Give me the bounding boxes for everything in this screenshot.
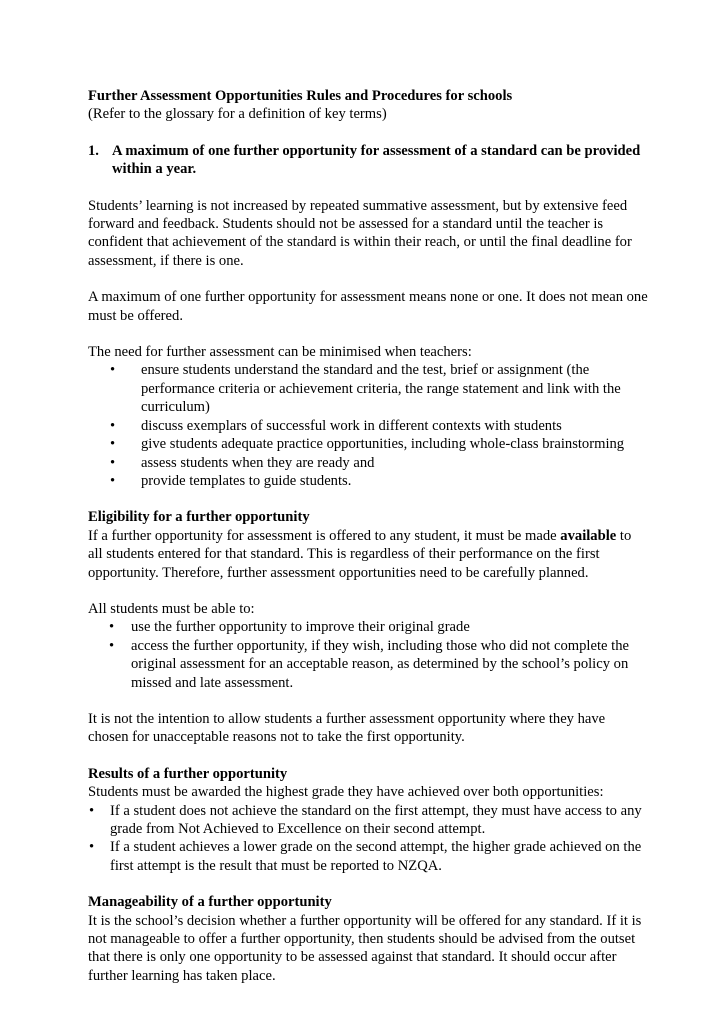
list-item: • discuss exemplars of successful work in different contexts with students <box>110 417 562 434</box>
bullet-icon: • <box>110 454 116 471</box>
rule-1-text: A maximum of one further opportunity for assessment of a standard can be provided within a year. <box>112 142 641 178</box>
minimise-intro: The need for further assessment can be minimised when teachers: <box>88 344 472 361</box>
bullet-icon: • <box>110 417 116 434</box>
document-subtitle: (Refer to the glossary for a definition of key terms) <box>88 106 387 123</box>
bullet-icon: • <box>110 362 116 379</box>
all-students-list <box>88 618 648 692</box>
bullet-icon: • <box>89 839 95 856</box>
rule-1 <box>88 142 648 179</box>
list-item: • ensure students understand the standard and the test, brief or assignment (the performance criteria or achievement criteria, the range statement and link with the curriculum) <box>110 362 621 416</box>
bullet-icon: • <box>109 619 115 636</box>
eligibility-heading: Eligibility for a further opportunity <box>88 509 310 526</box>
maximum-paragraph: A maximum of one further opportunity for assessment means none or one. It does not mean one must be offered. <box>88 289 648 324</box>
results-list <box>88 802 648 876</box>
bullet-icon: • <box>109 637 115 654</box>
document-page <box>88 87 648 985</box>
eligibility-paragraph: If a further opportunity for assessment is offered to any student, it must be made available to all students entered for that standard. This is regardless of their performance on the first opportunity. Therefore, further assessment opportunities need to be carefully planned. <box>88 527 632 581</box>
list-item: • If a student does not achieve the standard on the first attempt, they must have access to any grade from Not Achieved to Excellence on their second attempt. <box>89 802 642 837</box>
intention-paragraph: It is not the intention to allow students a further assessment opportunity where they have chosen for unacceptable reasons not to take the first opportunity. <box>88 710 606 746</box>
available-emphasis: available <box>560 527 617 544</box>
bullet-icon: • <box>89 802 95 819</box>
feedback-paragraph: Students’ learning is not increased by repeated summative assessment, but by extensive feed forward and feedback. Students should not be assessed for a standard until the teacher is confident that achievement of the standard is within their reach, or until the final deadline for assessment, if there is one. <box>88 197 632 269</box>
list-item: • assess students when they are ready and <box>110 454 375 471</box>
list-item: • provide templates to guide students. <box>110 472 352 489</box>
document-title: Further Assessment Opportunities Rules and Procedures for schools <box>88 88 513 104</box>
manageability-paragraph: It is the school’s decision whether a further opportunity will be offered for any standard. If it is not manageable to offer a further opportunity, then students should be advised from the outset that there is only one opportunity to be assessed against that standard. It should occur after further learning has taken place. <box>88 912 642 984</box>
results-intro: Students must be awarded the highest grade they have achieved over both opportunities: <box>88 784 604 801</box>
all-students-intro: All students must be able to: <box>88 600 255 617</box>
results-heading: Results of a further opportunity <box>88 765 288 782</box>
manageability-heading: Manageability of a further opportunity <box>88 894 332 911</box>
bullet-icon: • <box>110 472 116 489</box>
list-item: • give students adequate practice opportunities, including whole-class brainstorming <box>110 436 625 453</box>
bullet-icon: • <box>110 436 116 453</box>
rule-1-number: 1. <box>88 142 99 159</box>
list-item: • If a student achieves a lower grade on the second attempt, the higher grade achieved on the first attempt is the result that must be reported to NZQA. <box>89 839 642 874</box>
list-item: • access the further opportunity, if they wish, including those who did not complete the original assessment for an acceptable reason, as determined by the school’s policy on missed and late assessment. <box>109 637 629 691</box>
list-item: • use the further opportunity to improve their original grade <box>109 619 470 636</box>
minimise-list <box>88 361 648 490</box>
